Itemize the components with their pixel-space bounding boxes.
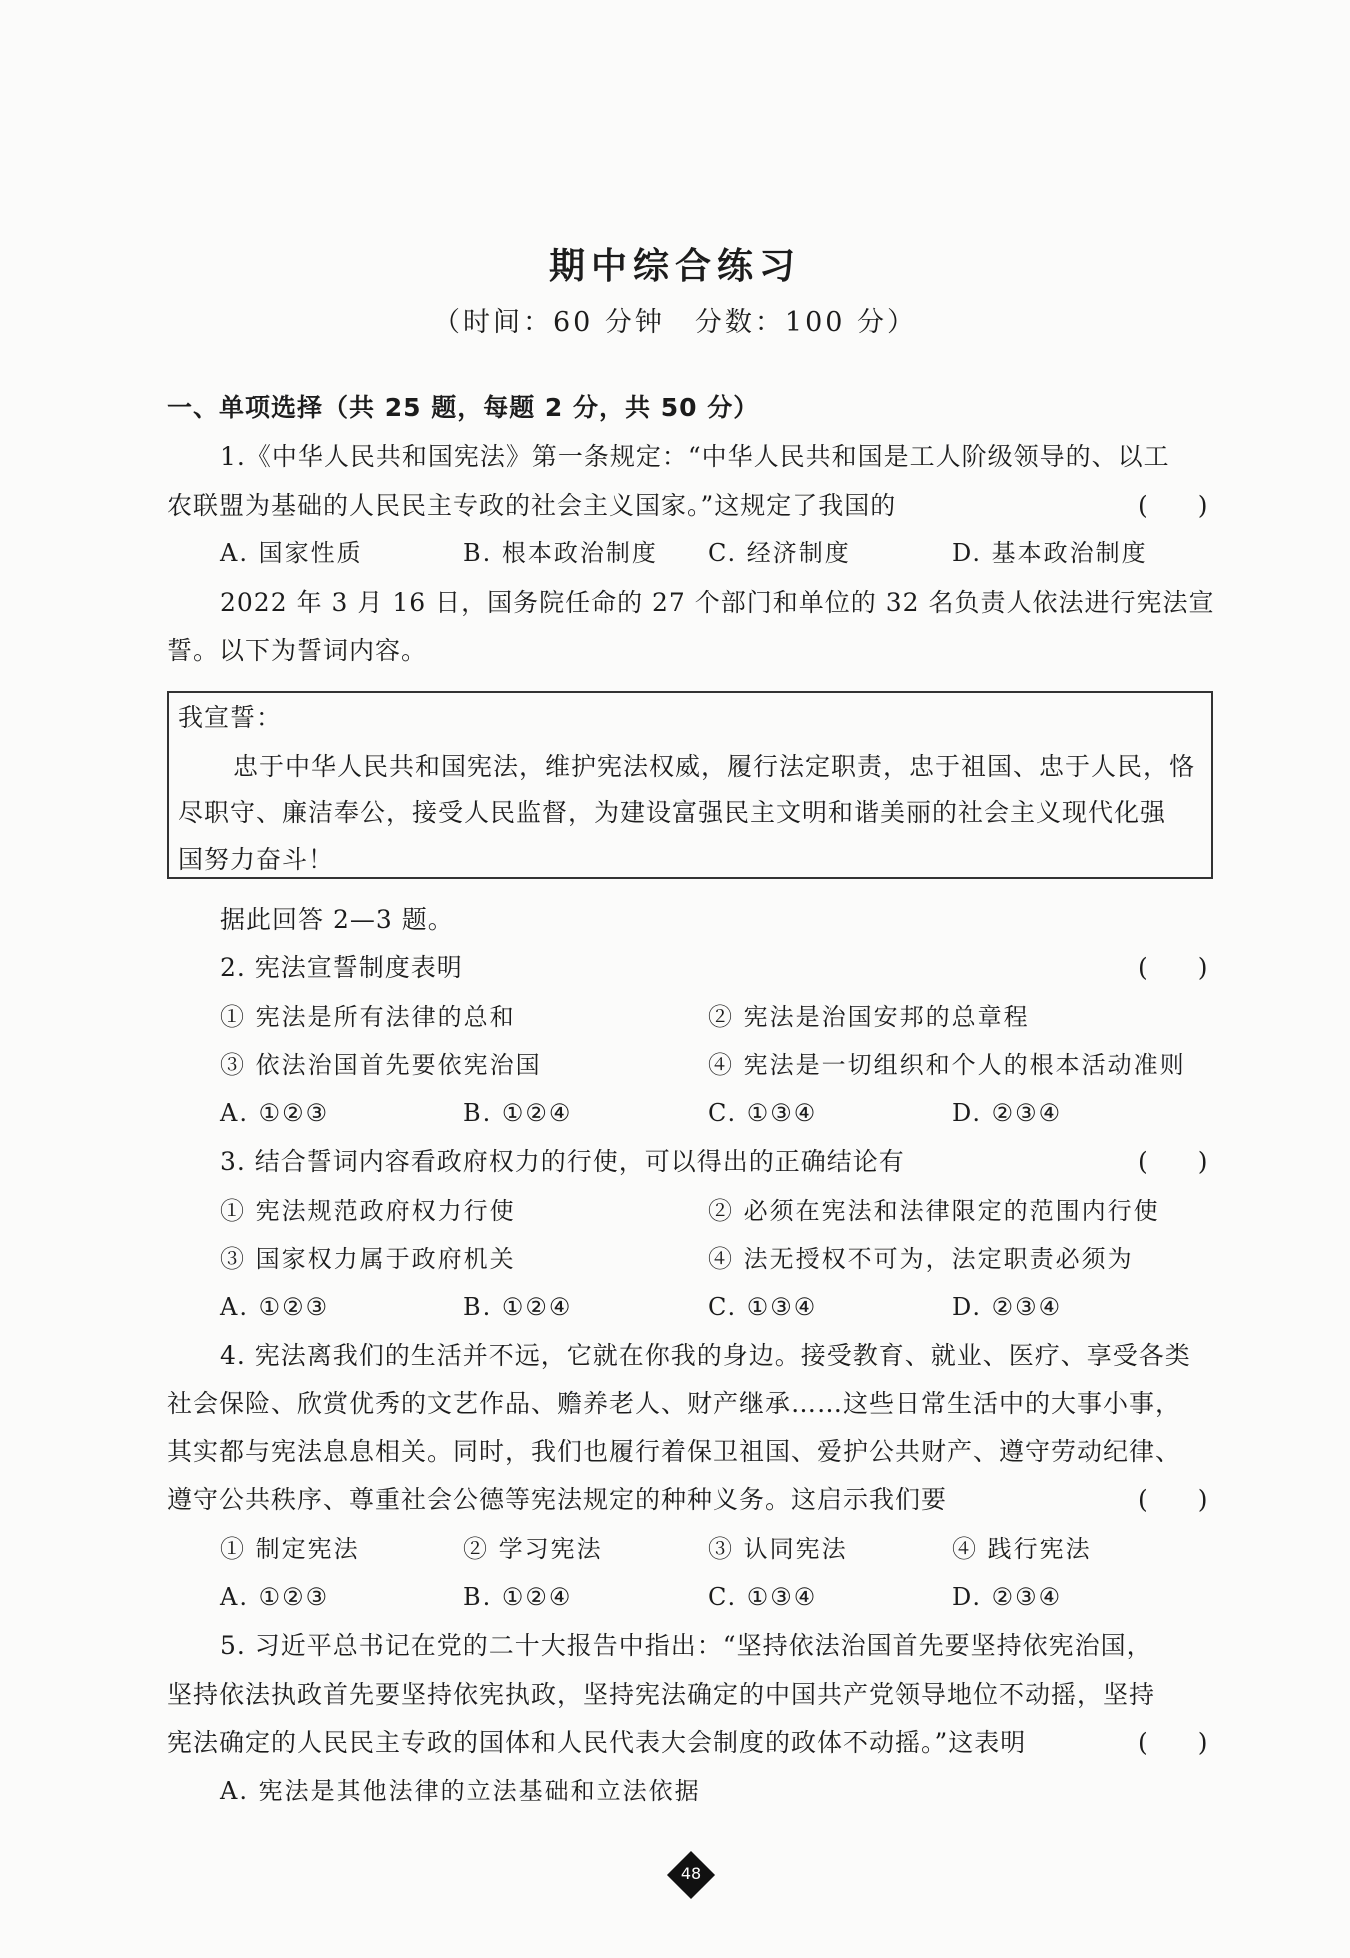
q4-option-b[interactable]: B. ①②④: [463, 1583, 573, 1611]
q3-statement-4: ④ 法无授权不可为，法定职责必须为: [708, 1245, 1134, 1273]
oath-line1: 忠于中华人民共和国宪法，维护宪法权威，履行法定职责，忠于祖国、忠于人民，恪: [233, 752, 1196, 781]
q4-line1: 4. 宪法离我们的生活并不远，它就在你我的身边。接受教育、就业、医疗、享受各类: [220, 1341, 1191, 1370]
q4-statement-1: ① 制定宪法: [220, 1535, 360, 1563]
q1-option-b[interactable]: B. 根本政治制度: [463, 539, 658, 567]
q5-answer-paren[interactable]: ( ): [1138, 1728, 1208, 1757]
q3-stem: 3. 结合誓词内容看政府权力的行使，可以得出的正确结论有: [220, 1147, 905, 1176]
q2-option-b[interactable]: B. ①②④: [463, 1099, 573, 1127]
oath-line3: 国努力奋斗！: [178, 845, 335, 874]
q2-statement-1: ① 宪法是所有法律的总和: [220, 1003, 516, 1031]
q2-statement-4: ④ 宪法是一切组织和个人的根本活动准则: [708, 1051, 1186, 1079]
page-number-badge: [666, 1850, 716, 1900]
q5-option-a[interactable]: A. 宪法是其他法律的立法基础和立法依据: [220, 1777, 701, 1805]
oath-line2: 尽职守、廉洁奉公，接受人民监督，为建设富强民主文明和谐美丽的社会主义现代化强: [178, 798, 1167, 827]
q4-statement-4: ④ 践行宪法: [952, 1535, 1092, 1563]
q5-line2: 坚持依法执政首先要坚持依宪执政，坚持宪法确定的中国共产党领导地位不动摇，坚持: [167, 1680, 1156, 1709]
q5-line3: 宪法确定的人民民主专政的国体和人民代表大会制度的政体不动摇。”这表明: [167, 1728, 1027, 1757]
instruction: 据此回答 2—3 题。: [220, 905, 454, 934]
q4-answer-paren[interactable]: ( ): [1138, 1485, 1208, 1514]
q4-option-c[interactable]: C. ①③④: [708, 1583, 818, 1611]
q3-answer-paren[interactable]: ( ): [1138, 1147, 1208, 1176]
q4-option-d[interactable]: D. ②③④: [952, 1583, 1063, 1611]
q2-stem: 2. 宪法宣誓制度表明: [220, 953, 463, 982]
q4-option-a[interactable]: A. ①②③: [220, 1583, 330, 1611]
page-subtitle: （时间：60 分钟 分数：100 分）: [432, 307, 918, 338]
q1-option-d[interactable]: D. 基本政治制度: [952, 539, 1148, 567]
q3-statement-1: ① 宪法规范政府权力行使: [220, 1197, 516, 1225]
q3-option-d[interactable]: D. ②③④: [952, 1293, 1063, 1321]
q3-statement-2: ② 必须在宪法和法律限定的范围内行使: [708, 1197, 1160, 1225]
q4-line3: 其实都与宪法息息相关。同时，我们也履行着保卫祖国、爱护公共财产、遵守劳动纪律、: [167, 1437, 1182, 1466]
q2-answer-paren[interactable]: ( ): [1138, 953, 1208, 982]
q1-option-c[interactable]: C. 经济制度: [708, 539, 851, 567]
context-line2: 誓。以下为誓词内容。: [167, 636, 428, 665]
q4-line4: 遵守公共秩序、尊重社会公德等宪法规定的种种义务。这启示我们要: [167, 1485, 948, 1514]
section-heading: 一、单项选择（共 25 题，每题 2 分，共 50 分）: [167, 393, 760, 422]
q2-option-a[interactable]: A. ①②③: [220, 1099, 330, 1127]
q1-line2: 农联盟为基础的人民民主专政的社会主义国家。”这规定了我国的: [167, 491, 897, 520]
q5-line1: 5. 习近平总书记在党的二十大报告中指出：“坚持依法治国首先要坚持依宪治国，: [220, 1631, 1153, 1660]
q4-statement-3: ③ 认同宪法: [708, 1535, 848, 1563]
q4-line2: 社会保险、欣赏优秀的文艺作品、赡养老人、财产继承……这些日常生活中的大事小事，: [167, 1389, 1182, 1418]
q3-statement-3: ③ 国家权力属于政府机关: [220, 1245, 516, 1273]
q3-option-a[interactable]: A. ①②③: [220, 1293, 330, 1321]
q2-statement-2: ② 宪法是治国安邦的总章程: [708, 1003, 1030, 1031]
q1-answer-paren[interactable]: ( ): [1138, 491, 1208, 520]
q3-option-c[interactable]: C. ①③④: [708, 1293, 818, 1321]
q4-statement-2: ② 学习宪法: [463, 1535, 603, 1563]
q3-option-b[interactable]: B. ①②④: [463, 1293, 573, 1321]
q1-option-a[interactable]: A. 国家性质: [220, 539, 363, 567]
page-title: 期中综合练习: [548, 246, 801, 287]
page-number: 48: [680, 1864, 702, 1883]
context-line1: 2022 年 3 月 16 日，国务院任命的 27 个部门和单位的 32 名负责人依法进行宪法宣: [220, 588, 1215, 617]
q1-line1: 1.《中华人民共和国宪法》第一条规定：“中华人民共和国是工人阶级领导的、以工: [220, 442, 1170, 471]
q2-option-d[interactable]: D. ②③④: [952, 1099, 1063, 1127]
q2-statement-3: ③ 依法治国首先要依宪治国: [220, 1051, 542, 1079]
q2-option-c[interactable]: C. ①③④: [708, 1099, 818, 1127]
oath-label: 我宣誓：: [178, 703, 283, 732]
